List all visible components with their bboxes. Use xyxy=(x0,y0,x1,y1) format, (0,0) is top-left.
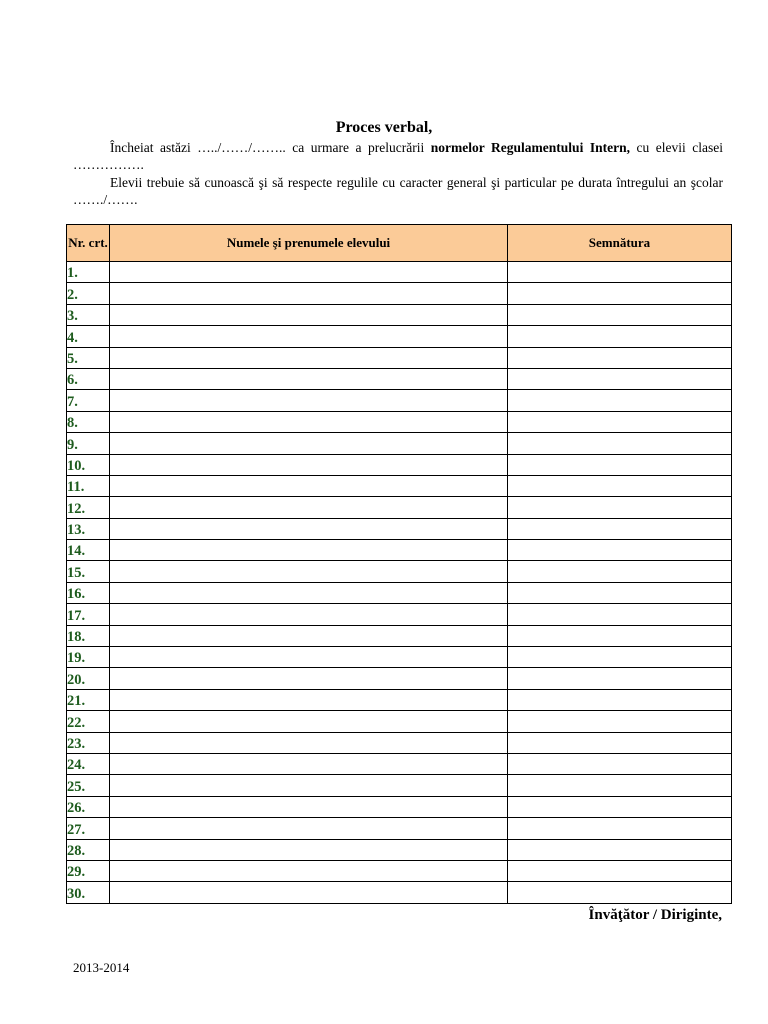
row-number: 16. xyxy=(67,582,110,603)
table-row xyxy=(67,604,732,625)
table-row xyxy=(67,582,732,603)
student-name-cell[interactable] xyxy=(110,390,508,411)
student-name-cell[interactable] xyxy=(110,732,508,753)
table-body xyxy=(67,262,732,904)
table-row xyxy=(67,668,732,689)
signature-cell[interactable] xyxy=(508,475,732,496)
student-name-cell[interactable] xyxy=(110,283,508,304)
table-row xyxy=(67,860,732,881)
signature-cell[interactable] xyxy=(508,668,732,689)
signature-cell[interactable] xyxy=(508,647,732,668)
student-name-cell[interactable] xyxy=(110,839,508,860)
signature-cell[interactable] xyxy=(508,582,732,603)
student-name-cell[interactable] xyxy=(110,882,508,903)
row-number: 3. xyxy=(67,304,110,325)
header-name: Numele şi prenumele elevului xyxy=(110,225,508,262)
table-row xyxy=(67,262,732,283)
teacher-signature-label: Învăţător / Diriginte, xyxy=(588,907,722,923)
row-number: 21. xyxy=(67,689,110,710)
signature-cell[interactable] xyxy=(508,753,732,774)
row-number: 7. xyxy=(67,390,110,411)
table-row xyxy=(67,475,732,496)
table-row xyxy=(67,518,732,539)
table-row xyxy=(67,390,732,411)
signature-cell[interactable] xyxy=(508,283,732,304)
row-number: 17. xyxy=(67,604,110,625)
signature-cell[interactable] xyxy=(508,625,732,646)
row-number: 15. xyxy=(67,561,110,582)
rules-paragraph xyxy=(73,174,723,208)
table-row xyxy=(67,839,732,860)
signature-cell[interactable] xyxy=(508,390,732,411)
student-name-cell[interactable] xyxy=(110,304,508,325)
student-name-cell[interactable] xyxy=(110,711,508,732)
student-name-cell[interactable] xyxy=(110,540,508,561)
row-number: 18. xyxy=(67,625,110,646)
signature-cell[interactable] xyxy=(508,882,732,903)
row-number: 2. xyxy=(67,283,110,304)
signature-cell[interactable] xyxy=(508,411,732,432)
student-name-cell[interactable] xyxy=(110,411,508,432)
signature-cell[interactable] xyxy=(508,732,732,753)
table-row xyxy=(67,689,732,710)
row-number: 27. xyxy=(67,818,110,839)
student-name-cell[interactable] xyxy=(110,818,508,839)
table-row xyxy=(67,647,732,668)
row-number: 25. xyxy=(67,775,110,796)
student-name-cell[interactable] xyxy=(110,518,508,539)
signature-cell[interactable] xyxy=(508,262,732,283)
student-name-cell[interactable] xyxy=(110,497,508,518)
table-row xyxy=(67,625,732,646)
row-number: 12. xyxy=(67,497,110,518)
table-row xyxy=(67,433,732,454)
signature-cell[interactable] xyxy=(508,561,732,582)
table-row xyxy=(67,732,732,753)
row-number: 28. xyxy=(67,839,110,860)
student-name-cell[interactable] xyxy=(110,347,508,368)
student-name-cell[interactable] xyxy=(110,326,508,347)
signature-cell[interactable] xyxy=(508,433,732,454)
row-number: 1. xyxy=(67,262,110,283)
student-name-cell[interactable] xyxy=(110,775,508,796)
row-number: 20. xyxy=(67,668,110,689)
signature-cell[interactable] xyxy=(508,454,732,475)
signature-cell[interactable] xyxy=(508,540,732,561)
header-signature: Semnătura xyxy=(508,225,732,262)
student-name-cell[interactable] xyxy=(110,625,508,646)
student-name-cell[interactable] xyxy=(110,561,508,582)
signature-cell[interactable] xyxy=(508,326,732,347)
signature-cell[interactable] xyxy=(508,518,732,539)
row-number: 13. xyxy=(67,518,110,539)
table-row xyxy=(67,304,732,325)
row-number: 5. xyxy=(67,347,110,368)
student-name-cell[interactable] xyxy=(110,796,508,817)
student-name-cell[interactable] xyxy=(110,454,508,475)
table-row xyxy=(67,818,732,839)
document-title: Proces verbal, xyxy=(335,119,433,136)
row-number: 10. xyxy=(67,454,110,475)
table-row xyxy=(67,497,732,518)
signature-cell[interactable] xyxy=(508,796,732,817)
table-row xyxy=(67,454,732,475)
intro-text-bold: normelor Regulamentului Intern, xyxy=(430,140,630,155)
row-number: 14. xyxy=(67,540,110,561)
student-name-cell[interactable] xyxy=(110,753,508,774)
table-row xyxy=(67,561,732,582)
signature-cell[interactable] xyxy=(508,689,732,710)
student-name-cell[interactable] xyxy=(110,860,508,881)
row-number: 19. xyxy=(67,647,110,668)
table-row xyxy=(67,753,732,774)
signature-cell[interactable] xyxy=(508,347,732,368)
signature-cell[interactable] xyxy=(508,497,732,518)
rules-text: Elevii trebuie să cunoască şi să respecte regulile cu caracter general şi particular pe durata întregului an şcolar ……./……. xyxy=(73,175,723,207)
student-name-cell[interactable] xyxy=(110,475,508,496)
signature-cell[interactable] xyxy=(508,818,732,839)
table-row xyxy=(67,775,732,796)
student-name-cell[interactable] xyxy=(110,368,508,389)
table-row xyxy=(67,711,732,732)
row-number: 4. xyxy=(67,326,110,347)
row-number: 29. xyxy=(67,860,110,881)
student-name-cell[interactable] xyxy=(110,647,508,668)
row-number: 30. xyxy=(67,882,110,903)
signature-cell[interactable] xyxy=(508,604,732,625)
intro-paragraph xyxy=(73,139,723,173)
row-number: 22. xyxy=(67,711,110,732)
student-name-cell[interactable] xyxy=(110,433,508,454)
table-row xyxy=(67,882,732,903)
row-number: 23. xyxy=(67,732,110,753)
table-row xyxy=(67,796,732,817)
row-number: 24. xyxy=(67,753,110,774)
table-header-row xyxy=(67,225,732,262)
row-number: 26. xyxy=(67,796,110,817)
signature-cell[interactable] xyxy=(508,368,732,389)
row-number: 11. xyxy=(67,475,110,496)
signature-cell[interactable] xyxy=(508,839,732,860)
student-name-cell[interactable] xyxy=(110,689,508,710)
students-table xyxy=(66,224,732,904)
student-name-cell[interactable] xyxy=(110,262,508,283)
row-number: 6. xyxy=(67,368,110,389)
signature-cell[interactable] xyxy=(508,711,732,732)
intro-text-prefix: Încheiat astăzi …../……/…….. ca urmare a prelucrării xyxy=(110,140,431,155)
table-row xyxy=(67,540,732,561)
table-row xyxy=(67,326,732,347)
header-nr: Nr. crt. xyxy=(67,225,110,262)
intro-text-suffix: cu elevii clasei ……………. xyxy=(73,140,723,172)
table-row xyxy=(67,368,732,389)
signature-cell[interactable] xyxy=(508,860,732,881)
student-name-cell[interactable] xyxy=(110,604,508,625)
student-name-cell[interactable] xyxy=(110,668,508,689)
row-number: 9. xyxy=(67,433,110,454)
table-row xyxy=(67,411,732,432)
table-row xyxy=(67,283,732,304)
signature-cell[interactable] xyxy=(508,304,732,325)
table-row xyxy=(67,347,732,368)
student-name-cell[interactable] xyxy=(110,582,508,603)
signature-cell[interactable] xyxy=(508,775,732,796)
school-year: 2013-2014 xyxy=(73,960,130,975)
row-number: 8. xyxy=(67,411,110,432)
